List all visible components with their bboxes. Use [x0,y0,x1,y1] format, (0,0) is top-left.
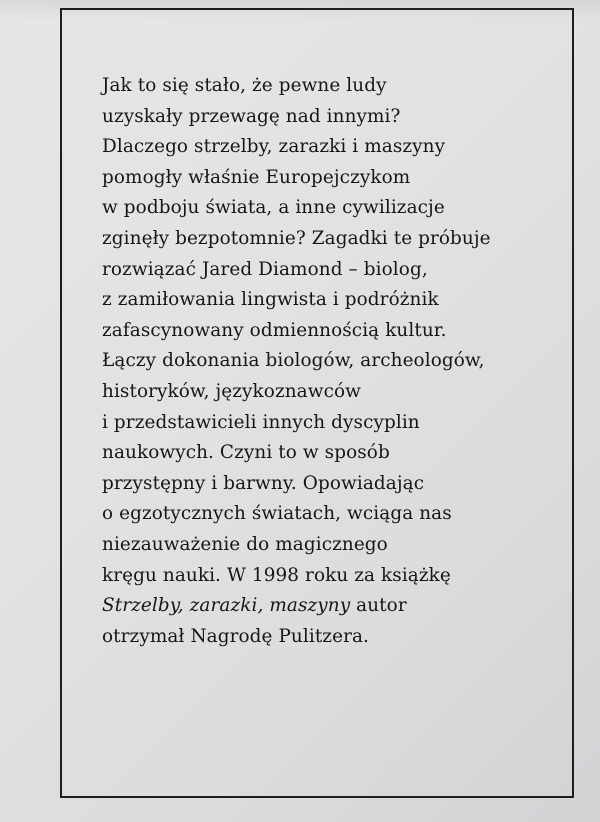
blurb-line: pomogły właśnie Europejczykom [102,166,411,188]
blurb-line: Jak to się stało, że pewne ludy [102,75,387,96]
blurb-line: o egzotycznych światach, wciąga nas [102,503,452,525]
blurb-line: Strzelby, zarazki, maszyny autor [102,595,407,617]
blurb-line: przystępny i barwny. Opowiadając [102,472,425,494]
blurb-line: zafascynowany odmiennością kultur. [102,319,447,341]
blurb-line: naukowych. Czyni to w sposób [102,442,390,464]
blurb-line: kręgu nauki. W 1998 roku za książkę [102,564,451,586]
book-title-italic: Strzelby, zarazki, maszyny [102,595,351,617]
blurb-line: z zamiłowania lingwista i podróżnik [102,289,439,311]
blurb-line: otrzymał Nagrodę Pulitzera. [102,625,369,647]
blurb-line: i przedstawicieli innych dyscyplin [102,411,420,433]
blurb-line: Dlaczego strzelby, zarazki i maszyny [102,136,446,158]
blurb-line: zginęły bezpotomnie? Zagadki te próbuje [102,227,491,249]
blurb-line: w podboju świata, a inne cywilizacje [102,197,445,219]
blurb-text [102,71,572,652]
blurb-line: rozwiązać Jared Diamond – biolog, [102,258,428,280]
blurb-line: Łączy dokonania biologów, archeologów, [102,350,485,372]
blurb-line: historyków, językoznawców [102,380,362,402]
blurb-line: uzyskały przewagę nad innymi? [102,105,401,127]
blurb-line: niezauważenie do magicznego [102,533,388,555]
